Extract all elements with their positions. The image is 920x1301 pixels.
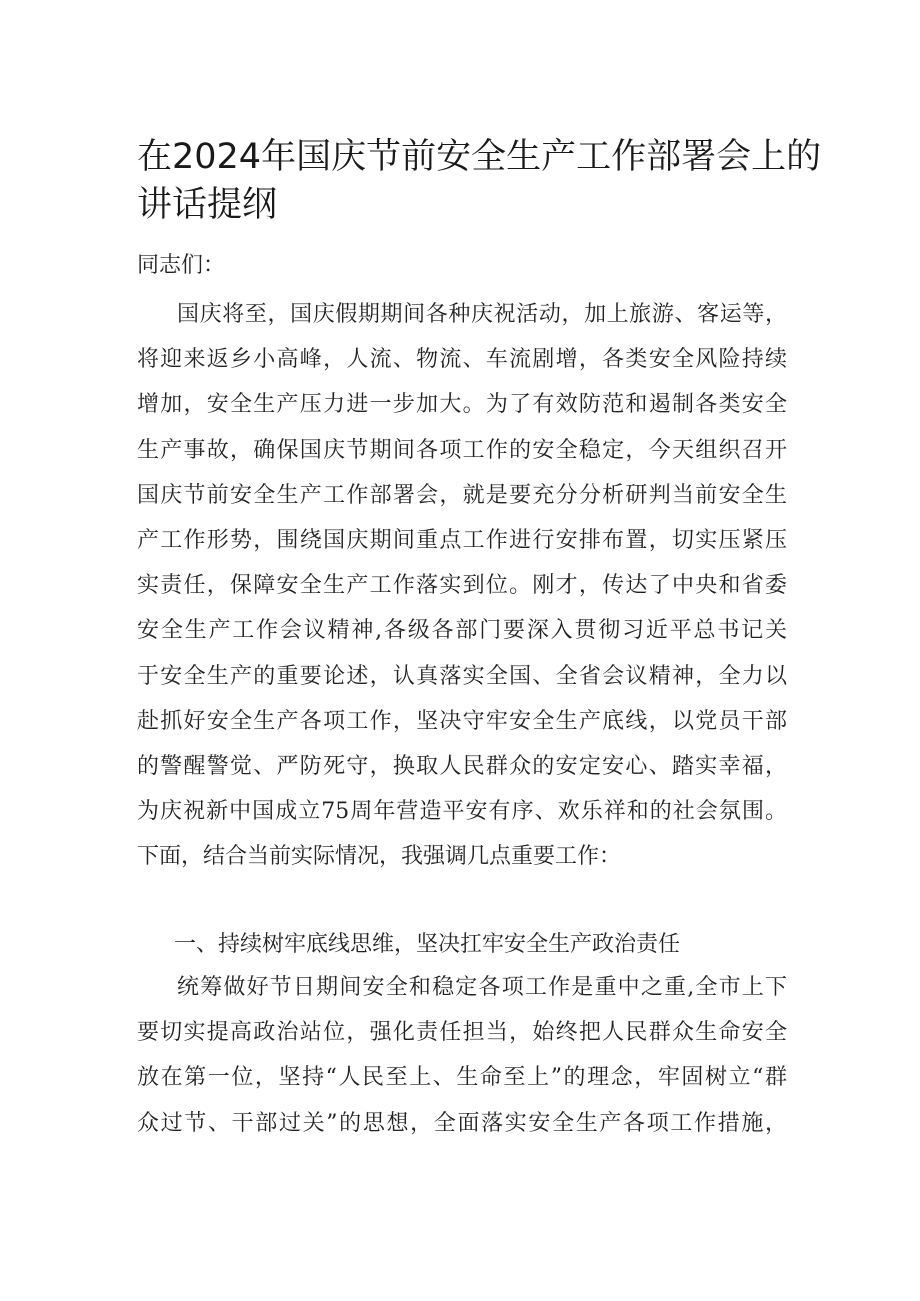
paragraph-line: 于安全生产的重要论述，认真落实全国、全省会议精神，全力以 — [137, 663, 787, 689]
paragraph-line: 统筹做好节日期间安全和稳定各项工作是重中之重,全市上下 — [177, 975, 787, 1000]
title-line: 讲话提纲 — [137, 185, 278, 225]
paragraph-section-1 — [137, 965, 787, 1146]
paragraph-line: 为庆祝新中国成立75周年营造平安有序、欢乐祥和的社会氛围。 — [137, 799, 787, 825]
paragraph-line: 增加，安全生产压力进一步加大。为了有效防范和遏制各类安全 — [137, 392, 787, 418]
paragraph-line: 众过节、干部过关”的思想，全面落实安全生产各项工作措施， — [137, 1110, 787, 1136]
paragraph-line: 国庆节前安全生产工作部署会，就是要充分分析研判当前安全生 — [137, 482, 787, 508]
paragraph-intro — [137, 292, 787, 879]
paragraph-line: 的警醒警觉、严防死守，换取人民群众的安定安心、踏实幸福， — [137, 753, 787, 779]
paragraph-line: 国庆将至，国庆假期期间各种庆祝活动，加上旅游、客运等， — [177, 302, 787, 327]
salutation: 同志们： — [137, 253, 226, 278]
paragraph-line: 将迎来返乡小高峰，人流、物流、车流剧增，各类安全风险持续 — [137, 347, 787, 373]
section-heading-1: 一、持续树牢底线思维，坚决扛牢安全生产政治责任 — [174, 932, 681, 957]
paragraph-line: 赴抓好安全生产各项工作，坚决守牢安全生产底线，以党员干部 — [137, 708, 787, 734]
title-line: 在2024年国庆节前安全生产工作部署会上的 — [137, 137, 822, 177]
document-title — [137, 133, 822, 229]
paragraph-line: 生产事故，确保国庆节期间各项工作的安全稳定，今天组织召开 — [137, 437, 787, 463]
paragraph-line: 实责任，保障安全生产工作落实到位。刚才，传达了中央和省委 — [137, 573, 787, 599]
paragraph-line: 要切实提高政治站位，强化责任担当，始终把人民群众生命安全 — [137, 1020, 787, 1046]
paragraph-line: 安全生产工作会议精神,各级各部门要深入贯彻习近平总书记关 — [137, 618, 787, 644]
paragraph-line: 放在第一位，坚持“人民至上、生命至上”的理念，牢固树立“群 — [137, 1065, 787, 1091]
paragraph-line: 下面，结合当前实际情况，我强调几点重要工作： — [137, 844, 622, 870]
paragraph-line: 产工作形势，围绕国庆期间重点工作进行安排布置，切实压紧压 — [137, 527, 787, 553]
